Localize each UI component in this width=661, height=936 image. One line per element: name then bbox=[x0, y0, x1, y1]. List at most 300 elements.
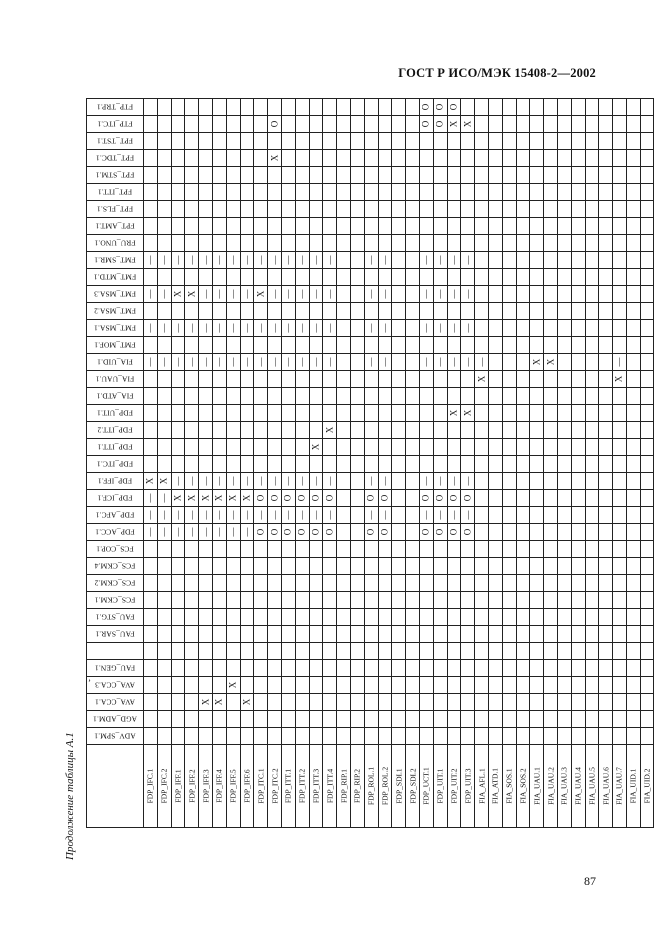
table-cell bbox=[599, 405, 613, 422]
table-cell bbox=[240, 150, 254, 167]
table-cell bbox=[461, 235, 475, 252]
table-cell bbox=[433, 201, 447, 218]
table-cell bbox=[323, 371, 337, 388]
cell-mark: — bbox=[186, 323, 197, 333]
table-cell bbox=[378, 694, 392, 711]
cell-mark: — bbox=[213, 323, 224, 333]
table-cell bbox=[571, 524, 585, 541]
cell-mark: — bbox=[227, 510, 238, 520]
row-header bbox=[87, 439, 144, 456]
table-cell bbox=[350, 184, 364, 201]
table-cell bbox=[240, 303, 254, 320]
table-cell bbox=[613, 558, 627, 575]
table-cell bbox=[268, 320, 282, 337]
table-row bbox=[87, 490, 654, 507]
row-header-label: FMT_MSA.2 bbox=[94, 306, 136, 316]
row-header bbox=[87, 694, 144, 711]
table-cell bbox=[406, 133, 420, 150]
table-cell bbox=[488, 269, 502, 286]
table-cell bbox=[268, 541, 282, 558]
table-cell bbox=[599, 558, 613, 575]
table-cell bbox=[557, 269, 571, 286]
table-cell bbox=[640, 337, 654, 354]
table-cell bbox=[585, 99, 599, 116]
table-cell bbox=[475, 677, 489, 694]
table-row bbox=[87, 252, 654, 269]
table-cell bbox=[309, 201, 323, 218]
cell-mark: — bbox=[476, 357, 487, 367]
table-cell bbox=[157, 507, 171, 524]
table-cell bbox=[475, 490, 489, 507]
cell-mark: O bbox=[324, 528, 335, 536]
table-cell bbox=[309, 711, 323, 728]
table-cell bbox=[516, 575, 530, 592]
row-header-label: FMT_MOF.1 bbox=[94, 340, 136, 350]
table-cell bbox=[599, 575, 613, 592]
table-cell bbox=[157, 592, 171, 609]
table-cell bbox=[212, 490, 226, 507]
row-header bbox=[87, 133, 144, 150]
table-cell bbox=[364, 456, 378, 473]
table-cell bbox=[199, 711, 213, 728]
table-cell bbox=[350, 286, 364, 303]
table-cell bbox=[585, 728, 599, 745]
column-header-label: FDP_ITT.2 bbox=[297, 768, 307, 804]
table-cell bbox=[212, 303, 226, 320]
table-cell bbox=[323, 303, 337, 320]
table-cell bbox=[571, 371, 585, 388]
table-cell bbox=[585, 643, 599, 660]
table-cell bbox=[516, 422, 530, 439]
table-row bbox=[87, 354, 654, 371]
table-cell bbox=[557, 541, 571, 558]
table-cell bbox=[171, 541, 185, 558]
table-cell bbox=[295, 507, 309, 524]
table-cell bbox=[199, 490, 213, 507]
table-cell bbox=[571, 422, 585, 439]
cell-mark: — bbox=[200, 527, 211, 537]
table-cell bbox=[626, 167, 640, 184]
table-cell bbox=[557, 150, 571, 167]
table-cell bbox=[281, 643, 295, 660]
table-cell bbox=[585, 218, 599, 235]
table-cell bbox=[585, 558, 599, 575]
table-cell bbox=[530, 371, 544, 388]
table-row bbox=[87, 167, 654, 184]
column-header-label: FDP_SDI.1 bbox=[394, 768, 404, 804]
cell-mark: O bbox=[269, 120, 280, 128]
table-cell bbox=[199, 524, 213, 541]
cell-mark: — bbox=[296, 510, 307, 520]
cell-mark: — bbox=[310, 476, 321, 486]
table-cell bbox=[640, 269, 654, 286]
table-cell bbox=[530, 609, 544, 626]
column-header bbox=[502, 745, 516, 828]
table-cell bbox=[406, 286, 420, 303]
table-row bbox=[87, 456, 654, 473]
table-cell bbox=[461, 626, 475, 643]
table-cell bbox=[268, 354, 282, 371]
row-header bbox=[87, 116, 144, 133]
table-cell bbox=[613, 286, 627, 303]
table-cell bbox=[419, 303, 433, 320]
table-cell bbox=[433, 439, 447, 456]
row-header-label: FPT_FLS.1 bbox=[96, 204, 134, 214]
table-cell bbox=[144, 677, 158, 694]
table-cell bbox=[571, 439, 585, 456]
table-cell bbox=[337, 252, 351, 269]
table-cell bbox=[461, 558, 475, 575]
table-cell bbox=[571, 575, 585, 592]
table-cell bbox=[392, 507, 406, 524]
table-cell bbox=[544, 150, 558, 167]
table-cell bbox=[309, 269, 323, 286]
table-cell bbox=[516, 473, 530, 490]
column-header bbox=[281, 745, 295, 828]
table-cell bbox=[254, 286, 268, 303]
table-cell bbox=[295, 592, 309, 609]
row-header-label: FCS_COP.1 bbox=[96, 544, 134, 554]
table-cell bbox=[392, 269, 406, 286]
table-cell bbox=[254, 167, 268, 184]
table-cell bbox=[226, 354, 240, 371]
table-cell bbox=[419, 371, 433, 388]
table-cell bbox=[323, 626, 337, 643]
column-header bbox=[585, 745, 599, 828]
table-cell bbox=[475, 235, 489, 252]
column-header bbox=[295, 745, 309, 828]
cell-mark: — bbox=[158, 255, 169, 265]
table-cell bbox=[295, 422, 309, 439]
table-cell bbox=[626, 728, 640, 745]
table-cell bbox=[185, 405, 199, 422]
table-cell bbox=[571, 711, 585, 728]
table-cell bbox=[281, 694, 295, 711]
table-cell bbox=[557, 422, 571, 439]
table-cell bbox=[530, 592, 544, 609]
table-cell bbox=[571, 184, 585, 201]
table-cell bbox=[516, 694, 530, 711]
table-cell bbox=[392, 694, 406, 711]
table-cell bbox=[364, 643, 378, 660]
table-cell bbox=[475, 643, 489, 660]
table-cell bbox=[571, 609, 585, 626]
table-cell bbox=[571, 133, 585, 150]
cell-mark: O bbox=[434, 120, 445, 128]
row-header-label: FDP_ITT.1 bbox=[97, 442, 133, 452]
table-cell bbox=[599, 116, 613, 133]
table-cell bbox=[157, 167, 171, 184]
table-cell bbox=[240, 286, 254, 303]
table-cell bbox=[502, 643, 516, 660]
table-cell bbox=[144, 711, 158, 728]
table-cell bbox=[309, 473, 323, 490]
table-cell bbox=[281, 575, 295, 592]
table-cell bbox=[640, 643, 654, 660]
cell-mark: — bbox=[365, 510, 376, 520]
table-cell bbox=[337, 541, 351, 558]
row-header-label: FAU_SAR.1 bbox=[95, 629, 135, 639]
column-header-label: FDP_ITT.1 bbox=[283, 768, 293, 804]
table-cell bbox=[447, 711, 461, 728]
table-cell bbox=[419, 99, 433, 116]
row-header bbox=[87, 422, 144, 439]
table-cell bbox=[392, 677, 406, 694]
table-cell bbox=[171, 558, 185, 575]
cell-mark: — bbox=[324, 323, 335, 333]
table-cell bbox=[475, 150, 489, 167]
table-cell bbox=[571, 388, 585, 405]
table-row bbox=[87, 677, 654, 694]
table-cell bbox=[530, 541, 544, 558]
table-cell bbox=[226, 643, 240, 660]
table-cell bbox=[350, 422, 364, 439]
table-cell bbox=[530, 677, 544, 694]
table-cell bbox=[254, 133, 268, 150]
table-cell bbox=[488, 303, 502, 320]
table-cell bbox=[309, 252, 323, 269]
table-cell bbox=[281, 626, 295, 643]
row-header bbox=[87, 592, 144, 609]
table-cell bbox=[419, 626, 433, 643]
table-cell bbox=[447, 405, 461, 422]
cell-mark: — bbox=[448, 510, 459, 520]
table-cell bbox=[626, 592, 640, 609]
table-cell bbox=[350, 201, 364, 218]
table-cell bbox=[157, 99, 171, 116]
table-cell bbox=[212, 201, 226, 218]
table-cell bbox=[295, 167, 309, 184]
table-cell bbox=[392, 235, 406, 252]
table-cell bbox=[488, 507, 502, 524]
table-cell bbox=[268, 99, 282, 116]
table-cell bbox=[350, 677, 364, 694]
table-cell bbox=[516, 133, 530, 150]
table-cell bbox=[447, 286, 461, 303]
table-cell bbox=[295, 490, 309, 507]
table-cell bbox=[392, 201, 406, 218]
table-cell bbox=[599, 371, 613, 388]
table-cell bbox=[157, 422, 171, 439]
cell-mark: — bbox=[282, 357, 293, 367]
table-cell bbox=[309, 218, 323, 235]
cell-mark: — bbox=[227, 357, 238, 367]
table-cell bbox=[544, 439, 558, 456]
column-header bbox=[640, 745, 654, 828]
table-cell bbox=[144, 507, 158, 524]
table-cell bbox=[144, 286, 158, 303]
table-cell bbox=[419, 541, 433, 558]
column-header bbox=[475, 745, 489, 828]
table-cell bbox=[406, 660, 420, 677]
table-cell bbox=[475, 354, 489, 371]
table-cell bbox=[406, 252, 420, 269]
table-cell bbox=[337, 439, 351, 456]
table-cell bbox=[295, 286, 309, 303]
table-cell bbox=[254, 405, 268, 422]
table-cell bbox=[144, 388, 158, 405]
table-cell bbox=[157, 252, 171, 269]
table-cell bbox=[323, 507, 337, 524]
table-cell bbox=[350, 728, 364, 745]
cell-mark: O bbox=[324, 494, 335, 502]
table-cell bbox=[419, 150, 433, 167]
row-header bbox=[87, 711, 144, 728]
table-cell bbox=[185, 150, 199, 167]
table-cell bbox=[268, 456, 282, 473]
table-cell bbox=[585, 405, 599, 422]
table-cell bbox=[323, 252, 337, 269]
row-header bbox=[87, 184, 144, 201]
table-cell bbox=[461, 439, 475, 456]
table-cell bbox=[626, 235, 640, 252]
table-cell bbox=[157, 201, 171, 218]
table-cell bbox=[337, 711, 351, 728]
table-cell bbox=[226, 694, 240, 711]
table-cell bbox=[447, 167, 461, 184]
table-cell bbox=[557, 439, 571, 456]
table-cell bbox=[144, 490, 158, 507]
table-cell bbox=[599, 320, 613, 337]
row-header-label: FMT_MSA.3 bbox=[94, 289, 136, 299]
table-cell bbox=[226, 116, 240, 133]
table-cell bbox=[571, 541, 585, 558]
table-cell bbox=[516, 303, 530, 320]
cell-mark: — bbox=[434, 323, 445, 333]
table-cell bbox=[530, 354, 544, 371]
table-cell bbox=[502, 99, 516, 116]
table-cell bbox=[516, 252, 530, 269]
table-cell bbox=[171, 456, 185, 473]
row-header-label: AGD_ADM.1 bbox=[92, 714, 138, 724]
table-cell bbox=[309, 320, 323, 337]
table-cell bbox=[254, 218, 268, 235]
cell-mark: O bbox=[420, 494, 431, 502]
table-cell bbox=[337, 490, 351, 507]
table-cell bbox=[226, 388, 240, 405]
table-cell bbox=[268, 133, 282, 150]
table-cell bbox=[613, 711, 627, 728]
table-cell bbox=[281, 660, 295, 677]
table-cell bbox=[281, 201, 295, 218]
cell-mark: X bbox=[227, 494, 238, 502]
table-cell bbox=[571, 473, 585, 490]
table-cell bbox=[516, 320, 530, 337]
row-header-label: FIA_UID.1 bbox=[97, 357, 133, 367]
table-cell bbox=[323, 677, 337, 694]
cell-mark: — bbox=[282, 323, 293, 333]
cell-mark: X bbox=[200, 698, 211, 706]
table-cell bbox=[350, 116, 364, 133]
table-cell bbox=[475, 507, 489, 524]
table-cell bbox=[530, 269, 544, 286]
table-cell bbox=[240, 524, 254, 541]
cell-mark: — bbox=[269, 255, 280, 265]
table-cell bbox=[144, 643, 158, 660]
table-cell bbox=[378, 303, 392, 320]
row-header-label: FRU_UNO.1 bbox=[94, 238, 136, 248]
table-cell bbox=[323, 711, 337, 728]
table-cell bbox=[309, 184, 323, 201]
table-cell bbox=[268, 269, 282, 286]
table-cell bbox=[433, 422, 447, 439]
table-cell bbox=[626, 660, 640, 677]
table-cell bbox=[516, 592, 530, 609]
table-cell bbox=[268, 422, 282, 439]
table-cell bbox=[157, 439, 171, 456]
table-cell bbox=[323, 490, 337, 507]
table-cell bbox=[295, 320, 309, 337]
table-cell bbox=[433, 677, 447, 694]
table-cell bbox=[171, 252, 185, 269]
table-cell bbox=[613, 201, 627, 218]
table-cell bbox=[364, 252, 378, 269]
table-cell bbox=[337, 337, 351, 354]
table-cell bbox=[433, 388, 447, 405]
table-cell bbox=[640, 473, 654, 490]
table-cell bbox=[488, 643, 502, 660]
table-cell bbox=[199, 303, 213, 320]
table-cell bbox=[544, 507, 558, 524]
table-cell bbox=[212, 371, 226, 388]
column-header-label: FDP_UIT.3 bbox=[463, 768, 473, 804]
table-cell bbox=[613, 490, 627, 507]
table-cell bbox=[433, 337, 447, 354]
cell-mark: X bbox=[476, 375, 487, 383]
table-cell bbox=[281, 558, 295, 575]
table-cell bbox=[461, 201, 475, 218]
table-cell bbox=[309, 575, 323, 592]
cell-mark: — bbox=[365, 323, 376, 333]
table-cell bbox=[406, 541, 420, 558]
table-cell bbox=[640, 388, 654, 405]
table-cell bbox=[144, 235, 158, 252]
table-cell bbox=[281, 371, 295, 388]
table-cell bbox=[516, 507, 530, 524]
table-cell bbox=[585, 235, 599, 252]
table-cell bbox=[475, 388, 489, 405]
table-cell bbox=[281, 728, 295, 745]
table-cell bbox=[254, 643, 268, 660]
table-cell bbox=[157, 116, 171, 133]
table-cell bbox=[240, 507, 254, 524]
table-cell bbox=[488, 201, 502, 218]
table-row bbox=[87, 99, 654, 116]
table-cell bbox=[337, 116, 351, 133]
cell-mark: — bbox=[200, 476, 211, 486]
table-cell bbox=[461, 524, 475, 541]
cell-mark: O bbox=[462, 528, 473, 536]
table-cell bbox=[281, 473, 295, 490]
table-cell bbox=[171, 677, 185, 694]
cell-mark: O bbox=[379, 494, 390, 502]
table-cell bbox=[185, 541, 199, 558]
table-cell bbox=[350, 252, 364, 269]
cell-mark: — bbox=[241, 476, 252, 486]
table-cell bbox=[212, 218, 226, 235]
table-cell bbox=[475, 422, 489, 439]
table-cell bbox=[571, 592, 585, 609]
table-cell bbox=[433, 235, 447, 252]
table-cell bbox=[309, 354, 323, 371]
table-cell bbox=[144, 116, 158, 133]
table-cell bbox=[350, 473, 364, 490]
table-cell bbox=[613, 235, 627, 252]
column-header-label: FIA_UAU.6 bbox=[601, 767, 611, 805]
table-cell bbox=[240, 541, 254, 558]
table-cell bbox=[268, 303, 282, 320]
table-cell bbox=[447, 269, 461, 286]
